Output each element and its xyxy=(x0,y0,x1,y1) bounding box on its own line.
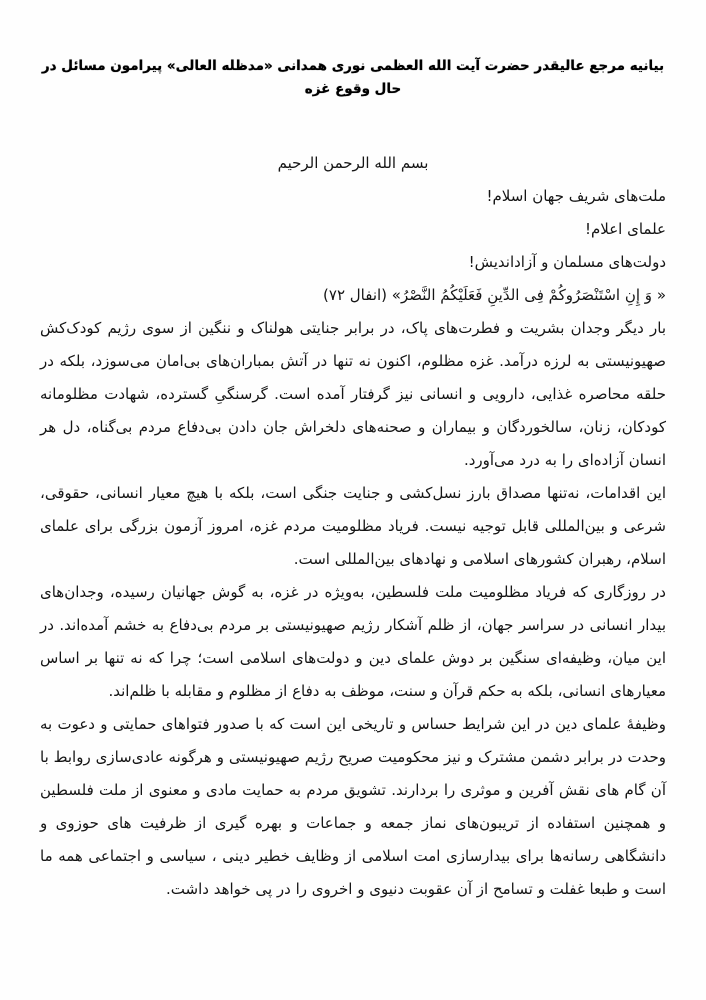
quran-verse: « وَ إِنِ اسْتَنْصَرُوكُمْ فِی الدِّينِ فَعَلَيْكُمُ النَّصْرُ» (انفال ۷۲) xyxy=(323,285,666,304)
body-paragraph-3: در روزگاری که فریاد مظلومیت ملت فلسطین، به‌ویژه در غزه، به گوش جهانیان رسیده، وجدان‌های بیدار انسانی در سراسر جهان، از ظلم آشکار رژیم صهیونیستی بر مردم بی‌دفاع به خشم آمده‌اند. در این میان، وظیفه‌ای سنگین بر دوش علمای دین و دولت‌های اسلامی است؛ چرا که نه تنها بر اساس معیارهای انسانی، بلکه به حکم قرآن و سنت، موظف به دفاع از مظلوم و مقابله با ظلم‌اند. xyxy=(40,582,666,700)
document-title: بیانیه مرجع عالیقدر حضرت آیت الله العظمی نوری همدانی «مدظله العالی» پیرامون مسائل در حال وقوع غزه xyxy=(41,58,665,97)
salutation-governments: دولت‌های مسلمان و آزاداندیش! xyxy=(468,252,666,271)
body-paragraph-1: بار دیگر وجدان بشریت و فطرت‌های پاک، در برابر جنایتی هولناک و ننگین از سوی رژیم کودک‌کش صهیونیستی به لرزه درآمد. غزه مظلوم، اکنون نه تنها در آتش بمباران‌های بی‌امان می‌سوزد، بلکه در حلقه محاصره غذایی، دارویی و انسانی نیز گرفتار آمده است. گرسنگیِ گسترده، شهادت مظلومانه کودکان، زنان، سالخوردگان و بیماران و صحنه‌های دلخراش جان دادن بی‌دفاع مردم بی‌گناه، دل هر انسان آزاده‌ای را به درد می‌آورد. xyxy=(40,318,666,469)
document-body xyxy=(40,147,666,906)
salutation-scholars: علمای اعلام! xyxy=(584,219,666,238)
salutation-nations: ملت‌های شریف جهان اسلام! xyxy=(486,186,666,205)
body-paragraph-4: وظیفهٔ علمای دین در این شرایط حساس و تاریخی این است که با صدور فتواهای حمایتی و دعوت به وحدت در برابر دشمن مشترک و نیز محکومیت صریح رژیم صهیونیستی و هرگونه عادی‌سازی روابط با آن گام های نقش آفرین و موثری را بردارند. تشویق مردم به حمایت مادی و معنوی از ملت فلسطین و همچنین استفاده از تریبون‌های نماز جمعه و جماعات و بهره گیری از ظرفیت های حوزوی و دانشگاهی رسانه‌ها برای بیدارسازی امت اسلامی از وظایف خطیر دینی ، سیاسی و اجتماعی همه ما است و طبعا غفلت و تسامح از آن عقوبت دنیوی و اخروی را در پی خواهد داشت. xyxy=(40,714,666,898)
body-paragraph-2: این اقدامات، نه‌تنها مصداق بارز نسل‌کشی و جنایت جنگی است، بلکه با هیچ معیار انسانی، حقوقی، شرعی و بین‌المللی قابل توجیه نیست. فریاد مظلومیت مردم غزه، امروز آزمون بزرگی برای علمای اسلام، رهبران کشورهای اسلامی و نهادهای بین‌المللی است. xyxy=(40,483,666,568)
bismillah-line: بسم الله الرحمن الرحیم xyxy=(277,153,429,172)
